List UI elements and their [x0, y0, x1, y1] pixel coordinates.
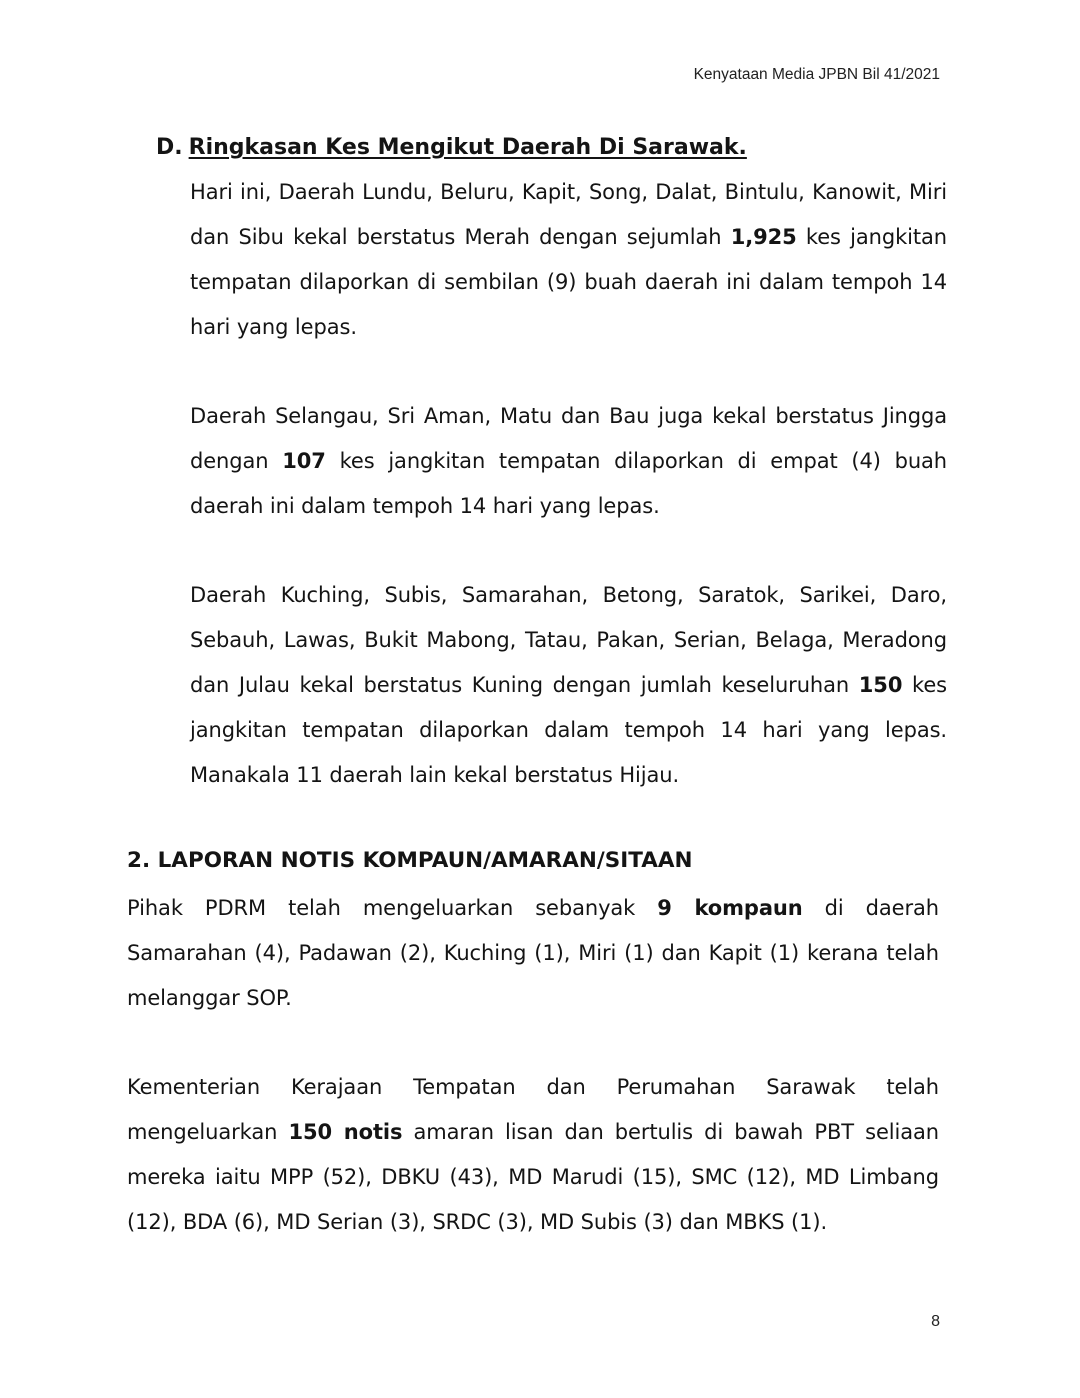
- yellow-case-count: 150: [858, 673, 903, 697]
- compound-count: 9 kompaun: [657, 896, 803, 920]
- section-2-heading: 2. LAPORAN NOTIS KOMPAUN/AMARAN/SITAAN: [127, 848, 693, 873]
- section-d-letter: D.: [156, 135, 183, 160]
- page-number: 8: [931, 1313, 940, 1330]
- paragraph-pdrm-compounds: Pihak PDRM telah mengeluarkan sebanyak 9 kompaun di daerah Samarahan (4), Padawan (2), Kuching (1), Miri (1) dan Kapit (1) kerana telah melanggar SOP.: [127, 896, 939, 1010]
- paragraph-red-status: Hari ini, Daerah Lundu, Beluru, Kapit, Song, Dalat, Bintulu, Kanowit, Miri dan Sibu kekal berstatus Merah dengan sejumlah 1,925 kes jangkitan tempatan dilaporkan di sembilan (9) buah daerah ini dalam tempoh 14 hari yang lepas.: [190, 180, 947, 339]
- section-d-title: Ringkasan Kes Mengikut Daerah Di Sarawak.: [188, 135, 747, 160]
- paragraph-yellow-status: Daerah Kuching, Subis, Samarahan, Betong, Saratok, Sarikei, Daro, Sebauh, Lawas, Bukit Mabong, Tatau, Pakan, Serian, Belaga, Meradong dan Julau kekal berstatus Kuning dengan jumlah keseluruhan 150 kes jangkitan tempatan dilaporkan dalam tempoh 14 hari yang lepas. Manakala 11 daerah lain kekal berstatus Hijau.: [190, 583, 947, 787]
- paragraph-ministry-notices: Kementerian Kerajaan Tempatan dan Perumahan Sarawak telah mengeluarkan 150 notis amaran lisan dan bertulis di bawah PBT seliaan mereka iaitu MPP (52), DBKU (43), MD Marudi (15), SMC (12), MD Limbang (12), BDA (6), MD Serian (3), SRDC (3), MD Subis (3) dan MBKS (1).: [127, 1075, 939, 1234]
- header-reference: Kenyataan Media JPBN Bil 41/2021: [693, 66, 940, 83]
- section-d-heading: [156, 135, 747, 160]
- red-case-count: 1,925: [730, 225, 797, 249]
- notice-count: 150 notis: [288, 1120, 403, 1144]
- orange-case-count: 107: [282, 449, 326, 473]
- paragraph-orange-status: Daerah Selangau, Sri Aman, Matu dan Bau juga kekal berstatus Jingga dengan 107 kes jangkitan tempatan dilaporkan di empat (4) buah daerah ini dalam tempoh 14 hari yang lepas.: [190, 404, 948, 518]
